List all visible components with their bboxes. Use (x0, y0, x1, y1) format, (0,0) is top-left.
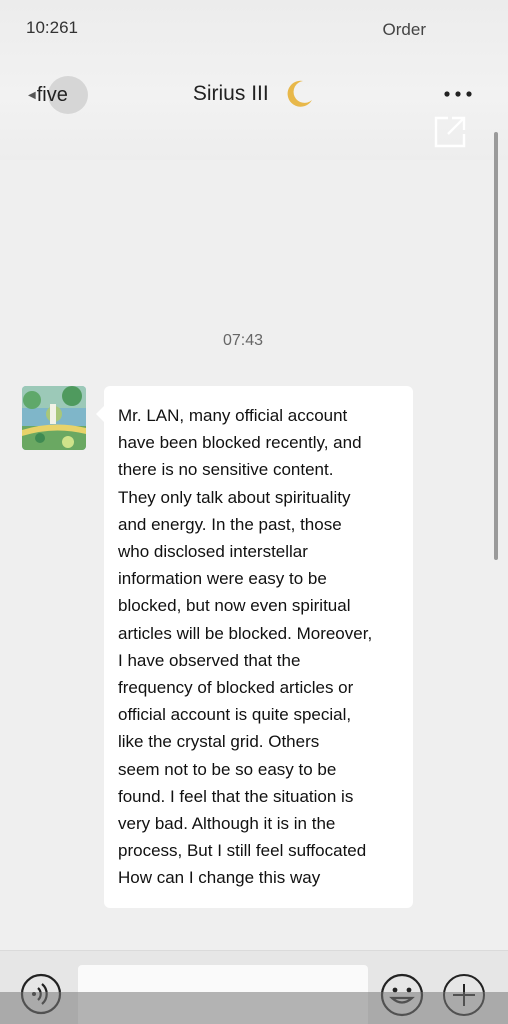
share-external-icon[interactable] (432, 114, 468, 150)
more-dots-icon[interactable] (442, 84, 474, 104)
crescent-moon-icon (283, 78, 315, 110)
message-bubble[interactable] (104, 386, 413, 908)
chat-title: Sirius III (192, 82, 269, 105)
message-text: Mr. LAN, many official account have been blocked recently, and there is no sensitive content. They only talk about spirituality and energy. In the past, those who disclosed interstellar information were easy to be blocked, but now even spiritual articles will be blocked. Moreover, I have observed that the frequency of blocked articles or official account is quite special, like the crystal grid. Others seem not to be so easy to be found. I feel that the situation is very bad. Although it is in the process, But I still feel suffocated How can I change this way (118, 406, 373, 888)
top-bar (0, 0, 508, 160)
back-label: five (36, 83, 68, 106)
scrollbar[interactable] (494, 132, 498, 560)
status-time: 10:261 (26, 18, 78, 37)
header-title-group (0, 78, 508, 110)
back-chevron-icon: ◀ (28, 89, 36, 101)
avatar[interactable] (22, 386, 86, 450)
message-timestamp: 07:43 (222, 332, 264, 349)
status-right-text: Order (382, 20, 426, 39)
home-indicator-overlay (0, 992, 508, 1024)
